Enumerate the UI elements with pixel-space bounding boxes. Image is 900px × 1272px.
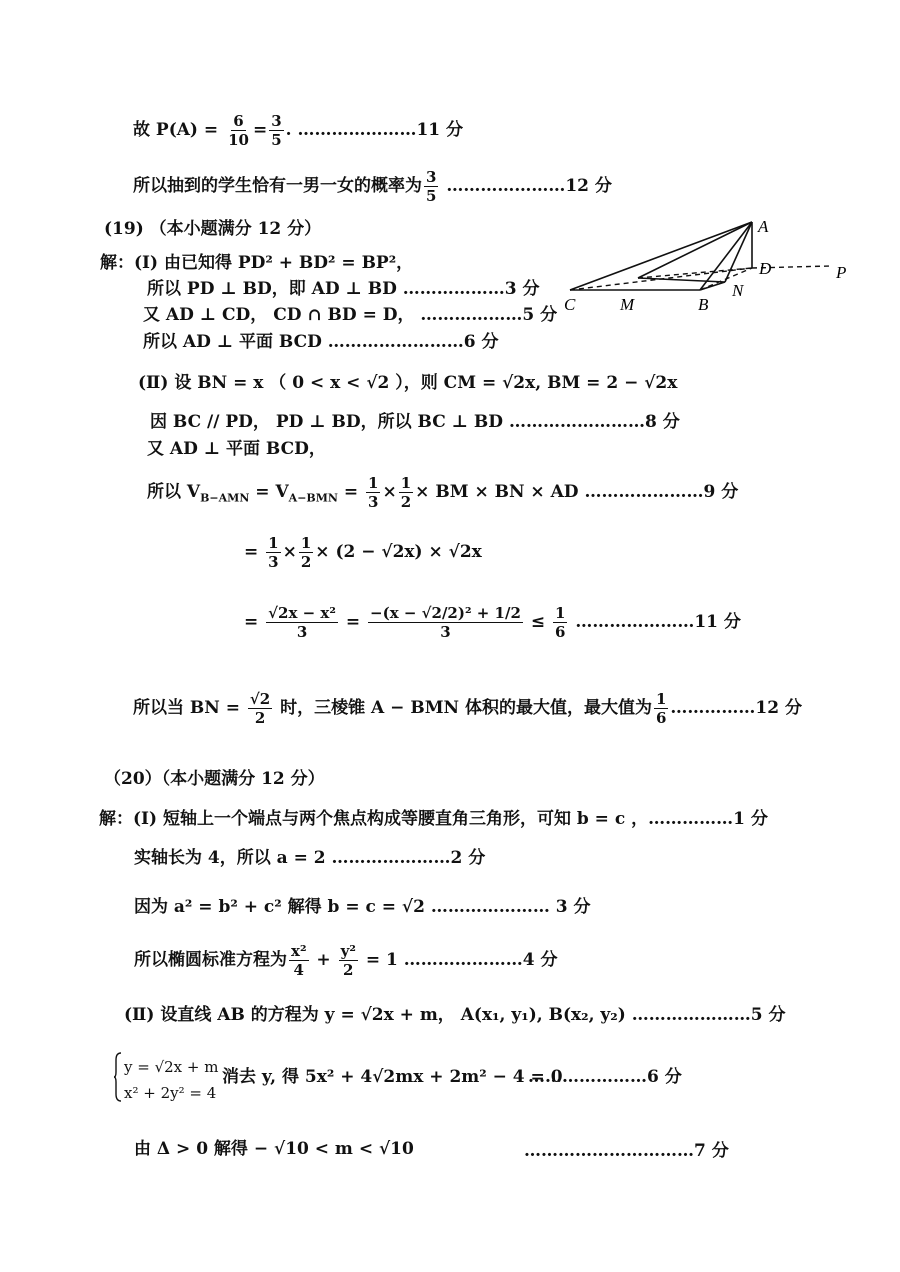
pyramid-diagram xyxy=(560,212,860,312)
line-prob-result: 故 P(A) = $\frac{6}{10}$ = $\frac{3}{5}$ . …………………11 分 xyxy=(133,112,464,149)
q20-ellipse-equation: 所以椭圆标准方程为 $\frac{\text{x²}}{4}$ + $\frac{\text{y²}}{2}$ = 1 …………………4 分 xyxy=(134,942,558,979)
q20-score-6: …………………6 分 xyxy=(528,1067,682,1087)
q20-part1-line1: 解：(Ⅰ) 短轴上一个端点与两个焦点构成等腰直角三角形，可知 b = c ，……………1 分 xyxy=(99,809,768,829)
q19-volume-step3: = $\frac{\text{√2x − x²}}{3}$ = $\frac{\text{−(x − √2/2)² + 1/2}}{3}$ ≤ $\frac{1}{6}$ …………………11 分 xyxy=(244,604,741,641)
q19-part2-line2: 因 BC // PD， PD ⊥ BD，所以 BC ⊥ BD ……………………8 分 xyxy=(150,412,680,432)
label-d: D xyxy=(759,259,772,278)
q19-part2-line1: (Ⅱ) 设 BN = x （ 0 < x < √2 ），则 CM = √2x, BM = 2 − √2x xyxy=(138,373,678,393)
system-eq-bottom: x² + 2y² = 4 xyxy=(124,1084,217,1102)
q19-part1-line2: 所以 PD ⊥ BD，即 AD ⊥ BD ………………3 分 xyxy=(147,279,540,299)
label-a: A xyxy=(758,217,769,236)
system-eq-top: y = √2x + m xyxy=(124,1058,219,1076)
q19-volume-step2: = $\frac{1}{3}$ × $\frac{1}{2}$ × (2 − √2x) × √2x xyxy=(244,534,482,571)
q20-part1-line2: 实轴长为 4，所以 a = 2 …………………2 分 xyxy=(134,848,486,868)
label-p: P xyxy=(836,263,847,282)
system-brace xyxy=(114,1052,122,1102)
q19-part1-line1: 解：(Ⅰ) 由已知得 PD² + BD² = BP²， xyxy=(100,253,414,273)
label-n: N xyxy=(732,281,744,300)
label-b: B xyxy=(698,295,709,312)
label-m: M xyxy=(620,295,635,312)
q20-part1-line3: 因为 a² = b² + c² 解得 b = c = √2 ………………… 3 分 xyxy=(134,897,591,917)
q20-eliminate-y: 消去 y, 得 5x² + 4√2mx + 2m² − 4 = 0 xyxy=(222,1067,563,1087)
q20-discriminant: 由 Δ > 0 解得 − √10 < m < √10 xyxy=(134,1139,414,1159)
line-prob-conclusion: 所以抽到的学生恰有一男一女的概率为 $\frac{3}{5}$ …………………12 分 xyxy=(133,168,612,205)
q20-heading: （20）（本小题满分 12 分） xyxy=(104,769,325,789)
q20-score-7: …………………………7 分 xyxy=(524,1141,729,1161)
q19-part1-line3: 又 AD ⊥ CD， CD ∩ BD = D， ………………5 分 xyxy=(143,305,558,325)
q19-part1-line4: 所以 AD ⊥ 平面 BCD ……………………6 分 xyxy=(143,332,499,352)
q19-heading: (19) （本小题满分 12 分） xyxy=(104,219,322,239)
q19-volume-formula: 所以 $V_{B-AMN} = V_{A-BMN}$ = $\frac{1}{3}$ × $\frac{1}{2}$ × BM × BN × AD …………………9 分 xyxy=(147,474,739,511)
q19-part2-line3: 又 AD ⊥ 平面 BCD， xyxy=(147,439,326,459)
q20-part2-line1: (Ⅱ) 设直线 AB 的方程为 y = √2x + m， A(x₁, y₁), B(x₂, y₂) …………………5 分 xyxy=(124,1005,786,1025)
label-c: C xyxy=(564,295,576,312)
q19-conclusion: 所以当 BN = $\frac{√2}{2}$ 时，三棱锥 A − BMN 体积的最大值，最大值为 $\frac{1}{6}$ ……………12 分 xyxy=(133,690,802,727)
